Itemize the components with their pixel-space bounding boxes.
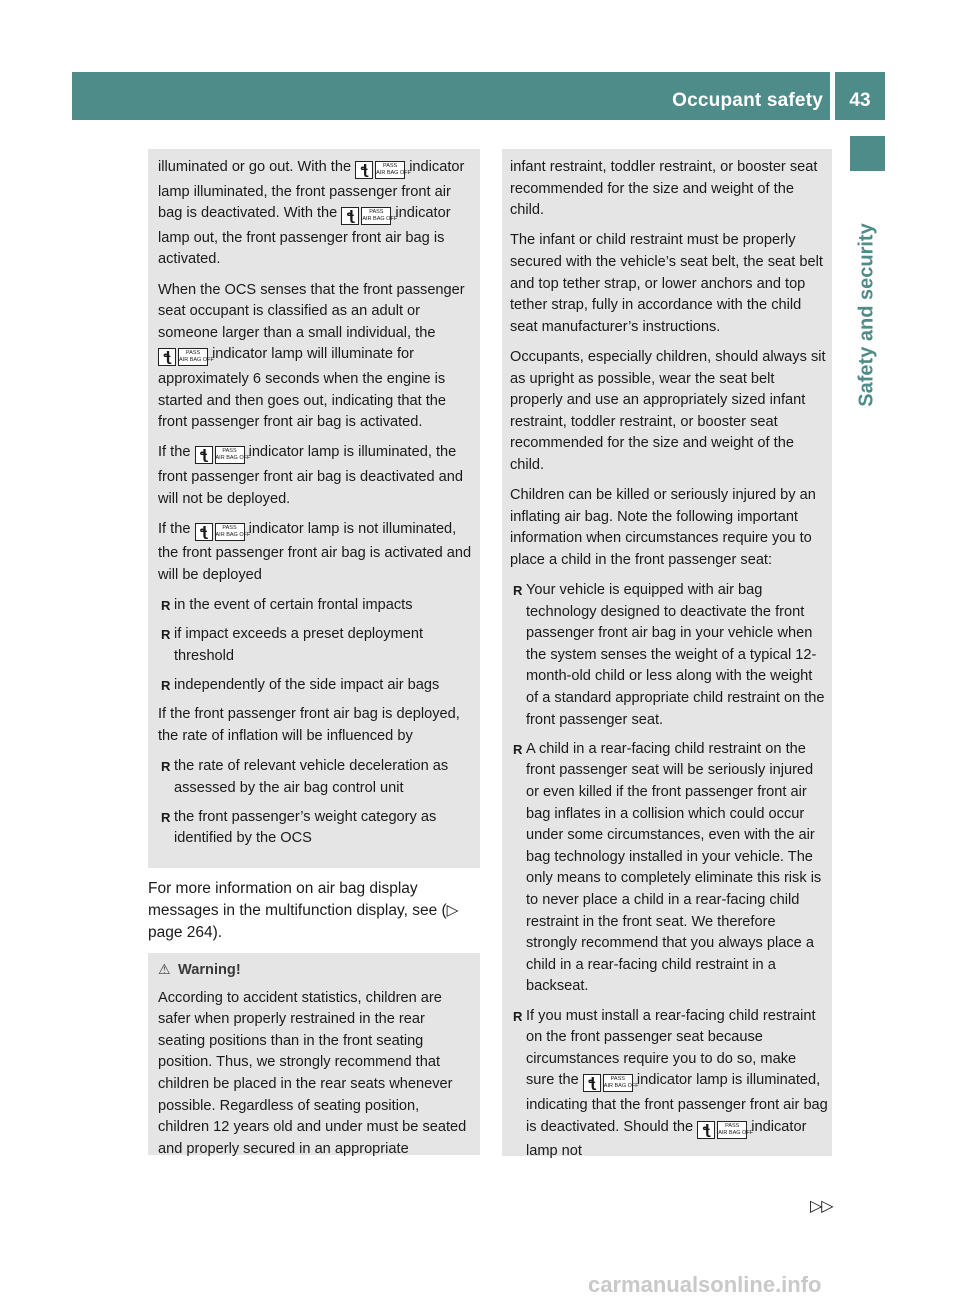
left-info-box	[148, 149, 480, 868]
paragraph: Children can be killed or seriously injured by an inflating air bag. Note the following important information when circumstances require you to place a child in the front passenger seat:	[510, 487, 816, 568]
paragraph: The infant or child restraint must be properly secured with the vehicle’s seat belt, the seat belt and top tether strap, or lower anchors and top tether strap, fully in accordance with the child seat manufacturer’s instructions.	[510, 232, 823, 335]
airbag-off-indicator-icon: ꞎ PASS AIR BAG OFF	[195, 522, 245, 544]
airbag-off-indicator-icon: ꞎ PASS AIR BAG OFF	[195, 445, 245, 467]
paragraph: illuminated or go out. With the ꞎ PASS AIR BAG OFF indicator lamp illuminated, the front passenger front air bag is deactivated. With the ꞎ PASS AIR BAG OFF indicator lamp out, the front passenger front air bag is activated.	[158, 159, 465, 268]
airbag-off-indicator-icon: ꞎ PASS AIR BAG OFF	[341, 206, 391, 228]
warning-text: According to accident statistics, children are safer when properly restrained in the rear seating positions than in the front seating position. Thus, we strongly recommend that children be placed in the rear seats whenever possible. Regardless of seating position, children 12 years old and under must be seated and properly secured in an appropriate	[158, 989, 467, 1157]
paragraph: infant restraint, toddler restraint, or booster seat recommended for the size and weight of the child.	[510, 159, 818, 219]
section-tab: Safety and security	[855, 223, 878, 407]
list-item: R A child in a rear-facing child restraint on the front passenger seat will be seriously injured or even killed if the front passenger front air bag inflates in a collision which could occur under some circumstances, even with the air bag technology installed in your vehicle. The only means to completely eliminate this risk is to never place a child in a rear-facing child restraint in the front seat. We therefore strongly recommend that you always place a child in a rear-facing child restraint in a backseat.	[513, 740, 822, 995]
airbag-off-indicator-icon: ꞎ PASS AIR BAG OFF	[697, 1120, 747, 1142]
paragraph: If the ꞎ PASS AIR BAG OFF indicator lamp is illuminated, the front passenger front air bag is deactivated and will not be deployed.	[158, 444, 464, 507]
warning-title: ⚠ Warning!	[158, 959, 472, 982]
bullet-list	[158, 756, 472, 850]
list-item: R Your vehicle is equipped with air bag technology designed to deactivate the front passenger front air bag in your vehicle when the system senses the weight of a typical 12-month-old child or less along with the weight of a standard appropriate child restraint on the front passenger seat.	[513, 582, 825, 728]
warning-box	[148, 953, 480, 1155]
bullet-list	[158, 595, 472, 697]
list-item: R in the event of certain frontal impacts	[161, 597, 413, 614]
page-title: Occupant safety	[672, 90, 823, 111]
list-item: R the rate of relevant vehicle deceleration as assessed by the air bag control unit	[161, 758, 449, 796]
airbag-off-indicator-icon: ꞎ PASS AIR BAG OFF	[355, 160, 405, 182]
list-item: R independently of the side impact air bags	[161, 677, 440, 694]
continue-arrows-icon: ▷▷	[810, 1198, 833, 1215]
list-item: R the front passenger’s weight category as identified by the OCS	[161, 808, 437, 847]
paragraph: If the ꞎ PASS AIR BAG OFF indicator lamp is not illuminated, the front passenger front air bag is activated and will be deployed	[158, 520, 472, 583]
watermark: carmanualsonline.info	[588, 1272, 822, 1297]
list-item: R if impact exceeds a preset deployment threshold	[161, 626, 424, 664]
list-item: R If you must install a rear-facing child restraint on the front passenger seat because circumstances require you to do so, make sure the ꞎ PASS AIR BAG OFF indicator lamp is illuminated, indicating that the front passenger front air bag is deactivated. Should the ꞎ PASS AIR BAG OFF indicator lamp not	[513, 1007, 828, 1160]
section-marker	[850, 136, 885, 171]
plain-paragraph: For more information on air bag display messages in the multifunction display, see (▷ page 264).	[148, 880, 459, 941]
paragraph: When the OCS senses that the front passenger seat occupant is classified as an adult or someone larger than a small individual, the ꞎ PASS AIR BAG OFF indicator lamp will illuminate for approximately 6 seconds when the engine is started and then goes out, indicating that the front passenger front air bag is activated.	[158, 281, 465, 431]
paragraph: If the front passenger front air bag is deployed, the rate of inflation will be influenced by	[158, 706, 460, 744]
bullet-list	[510, 580, 828, 1163]
right-info-box	[502, 149, 832, 1160]
airbag-off-indicator-icon: ꞎ PASS AIR BAG OFF	[158, 347, 208, 369]
paragraph: Occupants, especially children, should always sit as upright as possible, wear the seat belt properly and use an appropriately sized infant restraint, toddler restraint, or booster seat recommended for the size and weight of the child.	[510, 348, 826, 473]
airbag-off-indicator-icon: ꞎ PASS AIR BAG OFF	[583, 1073, 633, 1095]
warning-icon: ⚠	[158, 961, 171, 977]
page-number: 43	[835, 72, 885, 120]
